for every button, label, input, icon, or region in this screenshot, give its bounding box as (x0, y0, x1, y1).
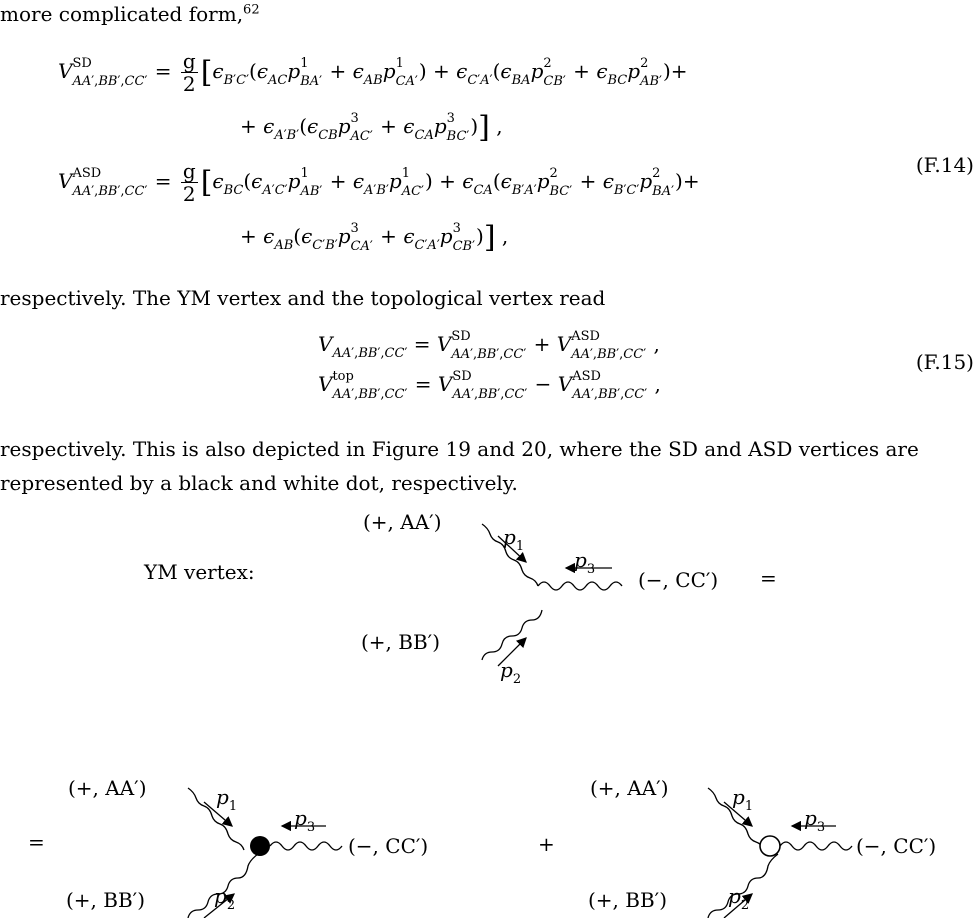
intro-text: more complicated form, (0, 2, 244, 26)
momentum-label-p3: $p_3$ (804, 806, 826, 835)
equals-sign-left: = (28, 830, 45, 854)
leg-label-cc: (−, CC′) (856, 834, 937, 858)
leg-label-bb: (+, BB′) (588, 888, 668, 912)
leg-label-aa: (+, AA′) (363, 510, 442, 534)
eq-f14-line4: + $\epsilon_{AB}(\epsilon_{C'B'}p$ 3 CA′ + $\epsilon_{C'A'}p$ 3 CB′ )] , (240, 220, 509, 255)
eq-f14-line1: V SD AA′,BB′,CC′ = $\frac{g}{2}$ [$\epsilon_{B'C'}(\epsilon_{AC}p$ 1 BA′ + $\epsilon_{AB}p$ 1 CA′ ) + $\epsilon_{C'A'}(\epsilon_{BA}p$ 2 CB′ + $\epsilon_{BC}p$ 2 AB′ )+ (58, 49, 688, 96)
ym-vertex-label: YM vertex: (144, 560, 255, 584)
eq-f14-line2: + $\epsilon_{A'B'}(\epsilon_{CB}p$ 3 AC′ + $\epsilon_{CA}p$ 3 BC′ )] , (240, 110, 503, 145)
eq-f15-line2: V top AA′,BB′,CC′ = V SD AA′,BB′,CC′ − V ASD AA′,BB′,CC′ , (318, 368, 661, 402)
momentum-label-p2: $p_2$ (728, 884, 750, 913)
momentum-label-p3: $p_3$ (574, 548, 596, 577)
eq-f15-line1: $V_{AA',BB',CC'} = V$ SD AA′,BB′,CC′ + V ASD AA′,BB′,CC′ , (318, 328, 660, 362)
equation-number-f14: (F.14) (915, 153, 974, 177)
closing-paragraph: respectively. This is also depicted in Figure 19 and 20, where the SD and ASD vertices are represented by a black and white dot, respectively. (0, 437, 919, 495)
equals-sign: = (760, 566, 777, 590)
plus-sign: + (538, 832, 555, 856)
momentum-label-p1: $p_1$ (732, 785, 754, 814)
momentum-label-p1: $p_1$ (503, 525, 525, 554)
leg-label-aa: (+, AA′) (68, 776, 147, 800)
leg-label-cc: (−, CC′) (348, 834, 429, 858)
equation-number-f15: (F.15) (915, 350, 974, 374)
coupling-fraction: $\frac{g}{2}$ (182, 49, 196, 96)
asd-vertex-dot (760, 836, 780, 856)
momentum-label-p3: $p_3$ (294, 806, 316, 835)
leg-label-cc: (−, CC′) (638, 568, 719, 592)
mid-paragraph: respectively. The YM vertex and the topological vertex read (0, 286, 606, 310)
momentum-label-p2: $p_2$ (214, 884, 236, 913)
leg-label-bb: (+, BB′) (361, 630, 441, 654)
leg-label-aa: (+, AA′) (590, 776, 669, 800)
momentum-label-p1: $p_1$ (216, 785, 238, 814)
leg-label-bb: (+, BB′) (66, 888, 146, 912)
eq-f14-line3: V ASD AA′,BB′,CC′ = $\frac{g}{2}$ [$\epsilon_{BC}(\epsilon_{A'C'}p$ 1 AB′ + $\epsilon_{A'B'}p$ 1 AC′ ) + $\epsilon_{CA}(\epsilon_{B'A'}p$ 2 BC′ + $\epsilon_{B'C'}p$ 2 BA′ )+ (58, 159, 700, 206)
momentum-label-p2: $p_2$ (500, 658, 522, 687)
footnote-marker[interactable]: 62 (243, 2, 260, 18)
